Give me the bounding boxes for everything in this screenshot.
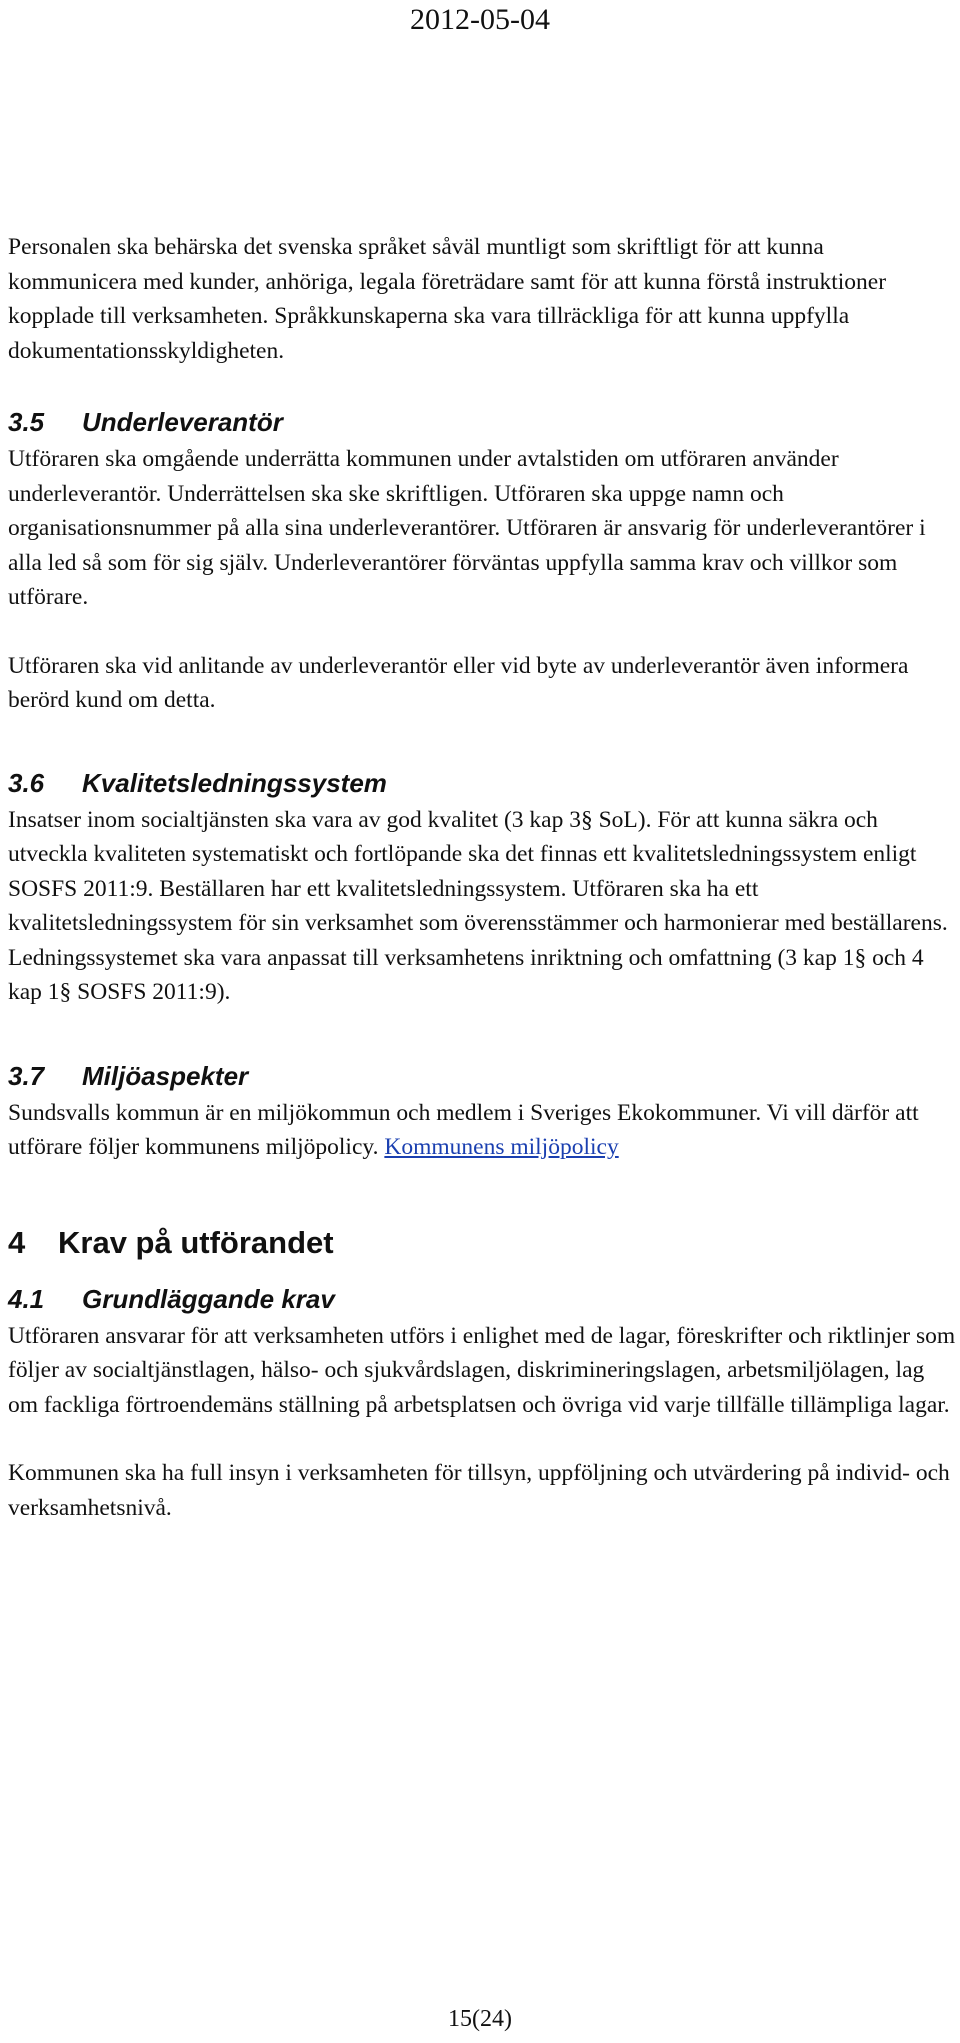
section-3-7-text: Sundsvalls kommun är en miljökommun och medlem i Sveriges Ekokommuner. Vi vill därför att utförare följer kommunens miljöpolicy. <box>8 1099 919 1160</box>
intro-paragraph: Personalen ska behärska det svenska språket såväl muntligt som skriftligt för att kunna kommunicera med kunder, anhöriga, legala företrädare samt för att kunna förstå instruktioner kopplade till verksamheten. Språkkunskaperna ska vara tillräckliga för att kunna uppfylla dokumentationsskyldigheten. <box>8 234 887 364</box>
section-3-6-heading <box>8 763 956 803</box>
section-3-6-paragraph-1: Insatser inom socialtjänsten ska vara av god kvalitet (3 kap 3§ SoL). För att kunna säkra och utveckla kvaliteten systematiskt och fortlöpande ska det finnas ett kvalitetsledningssystem enligt SOSFS 2011:9. Beställaren har ett kvalitetsledningssystem. Utföraren ska ha ett kvalitetsledningssystem för sin verksamhet som överensstämmer och harmonierar med beställarens. Ledningssystemet ska vara anpassat till verksamhetens inriktning och omfattning (3 kap 1§ och 4 kap 1§ SOSFS 2011:9). <box>8 806 948 1005</box>
section-4-1-paragraph-1: Utföraren ansvarar för att verksamheten utförs i enlighet med de lagar, föreskrifter och riktlinjer som följer av socialtjänstlagen, hälso- och sjukvårdslagen, diskrimineringslagen, arbetsmiljölagen, lag om fackliga förtroendemäns ställning på arbetsplatsen och övriga vid varje tillfälle tillämpliga lagar. <box>8 1322 956 1418</box>
section-3-5-number: 3.5 <box>8 407 45 437</box>
section-3-6-title: Kvalitetsledningssystem <box>82 767 387 798</box>
section-3-7-paragraph-1 <box>8 1096 956 1165</box>
header-date: 2012-05-04 <box>410 3 550 36</box>
section-3-7-title: Miljöaspekter <box>82 1060 249 1091</box>
section-4-1-title: Grundläggande krav <box>82 1283 335 1314</box>
section-3-6-number: 3.6 <box>8 767 45 798</box>
section-3-5-title: Underleverantör <box>82 407 283 437</box>
section-4-1-number: 4.1 <box>8 1283 45 1314</box>
section-3-7-number: 3.7 <box>8 1060 45 1091</box>
environment-policy-link[interactable]: Kommunens miljöpolicy <box>384 1134 619 1160</box>
section-3-5-paragraph-1: Utföraren ska omgående underrätta kommunen under avtalstiden om utföraren använder underleverantör. Underrättelsen ska ske skriftligen. Utföraren ska uppge namn och organisationsnummer på alla sina underleverantörer. Utföraren är ansvarig för underleverantörer i alla led så som för sig själv. Underleverantörer förväntas uppfylla samma krav och villkor som utförare. <box>8 446 926 610</box>
section-3-5-paragraph-2: Utföraren ska vid anlitande av underleverantör eller vid byte av underleverantör även informera berörd kund om detta. <box>8 652 909 713</box>
section-3-7-heading <box>8 1056 956 1096</box>
section-4-1-heading <box>8 1279 956 1319</box>
section-4-heading <box>8 1221 956 1265</box>
section-4-title: Krav på utförandet <box>58 1224 334 1260</box>
section-4-1-paragraph-2: Kommunen ska ha full insyn i verksamheten för tillsyn, uppföljning och utvärdering på individ- och verksamhetsnivå. <box>8 1460 950 1521</box>
section-4-number: 4 <box>8 1224 26 1260</box>
document-body <box>8 230 956 1525</box>
page-number: 15(24) <box>448 2006 512 2032</box>
section-3-5-heading <box>8 402 956 442</box>
